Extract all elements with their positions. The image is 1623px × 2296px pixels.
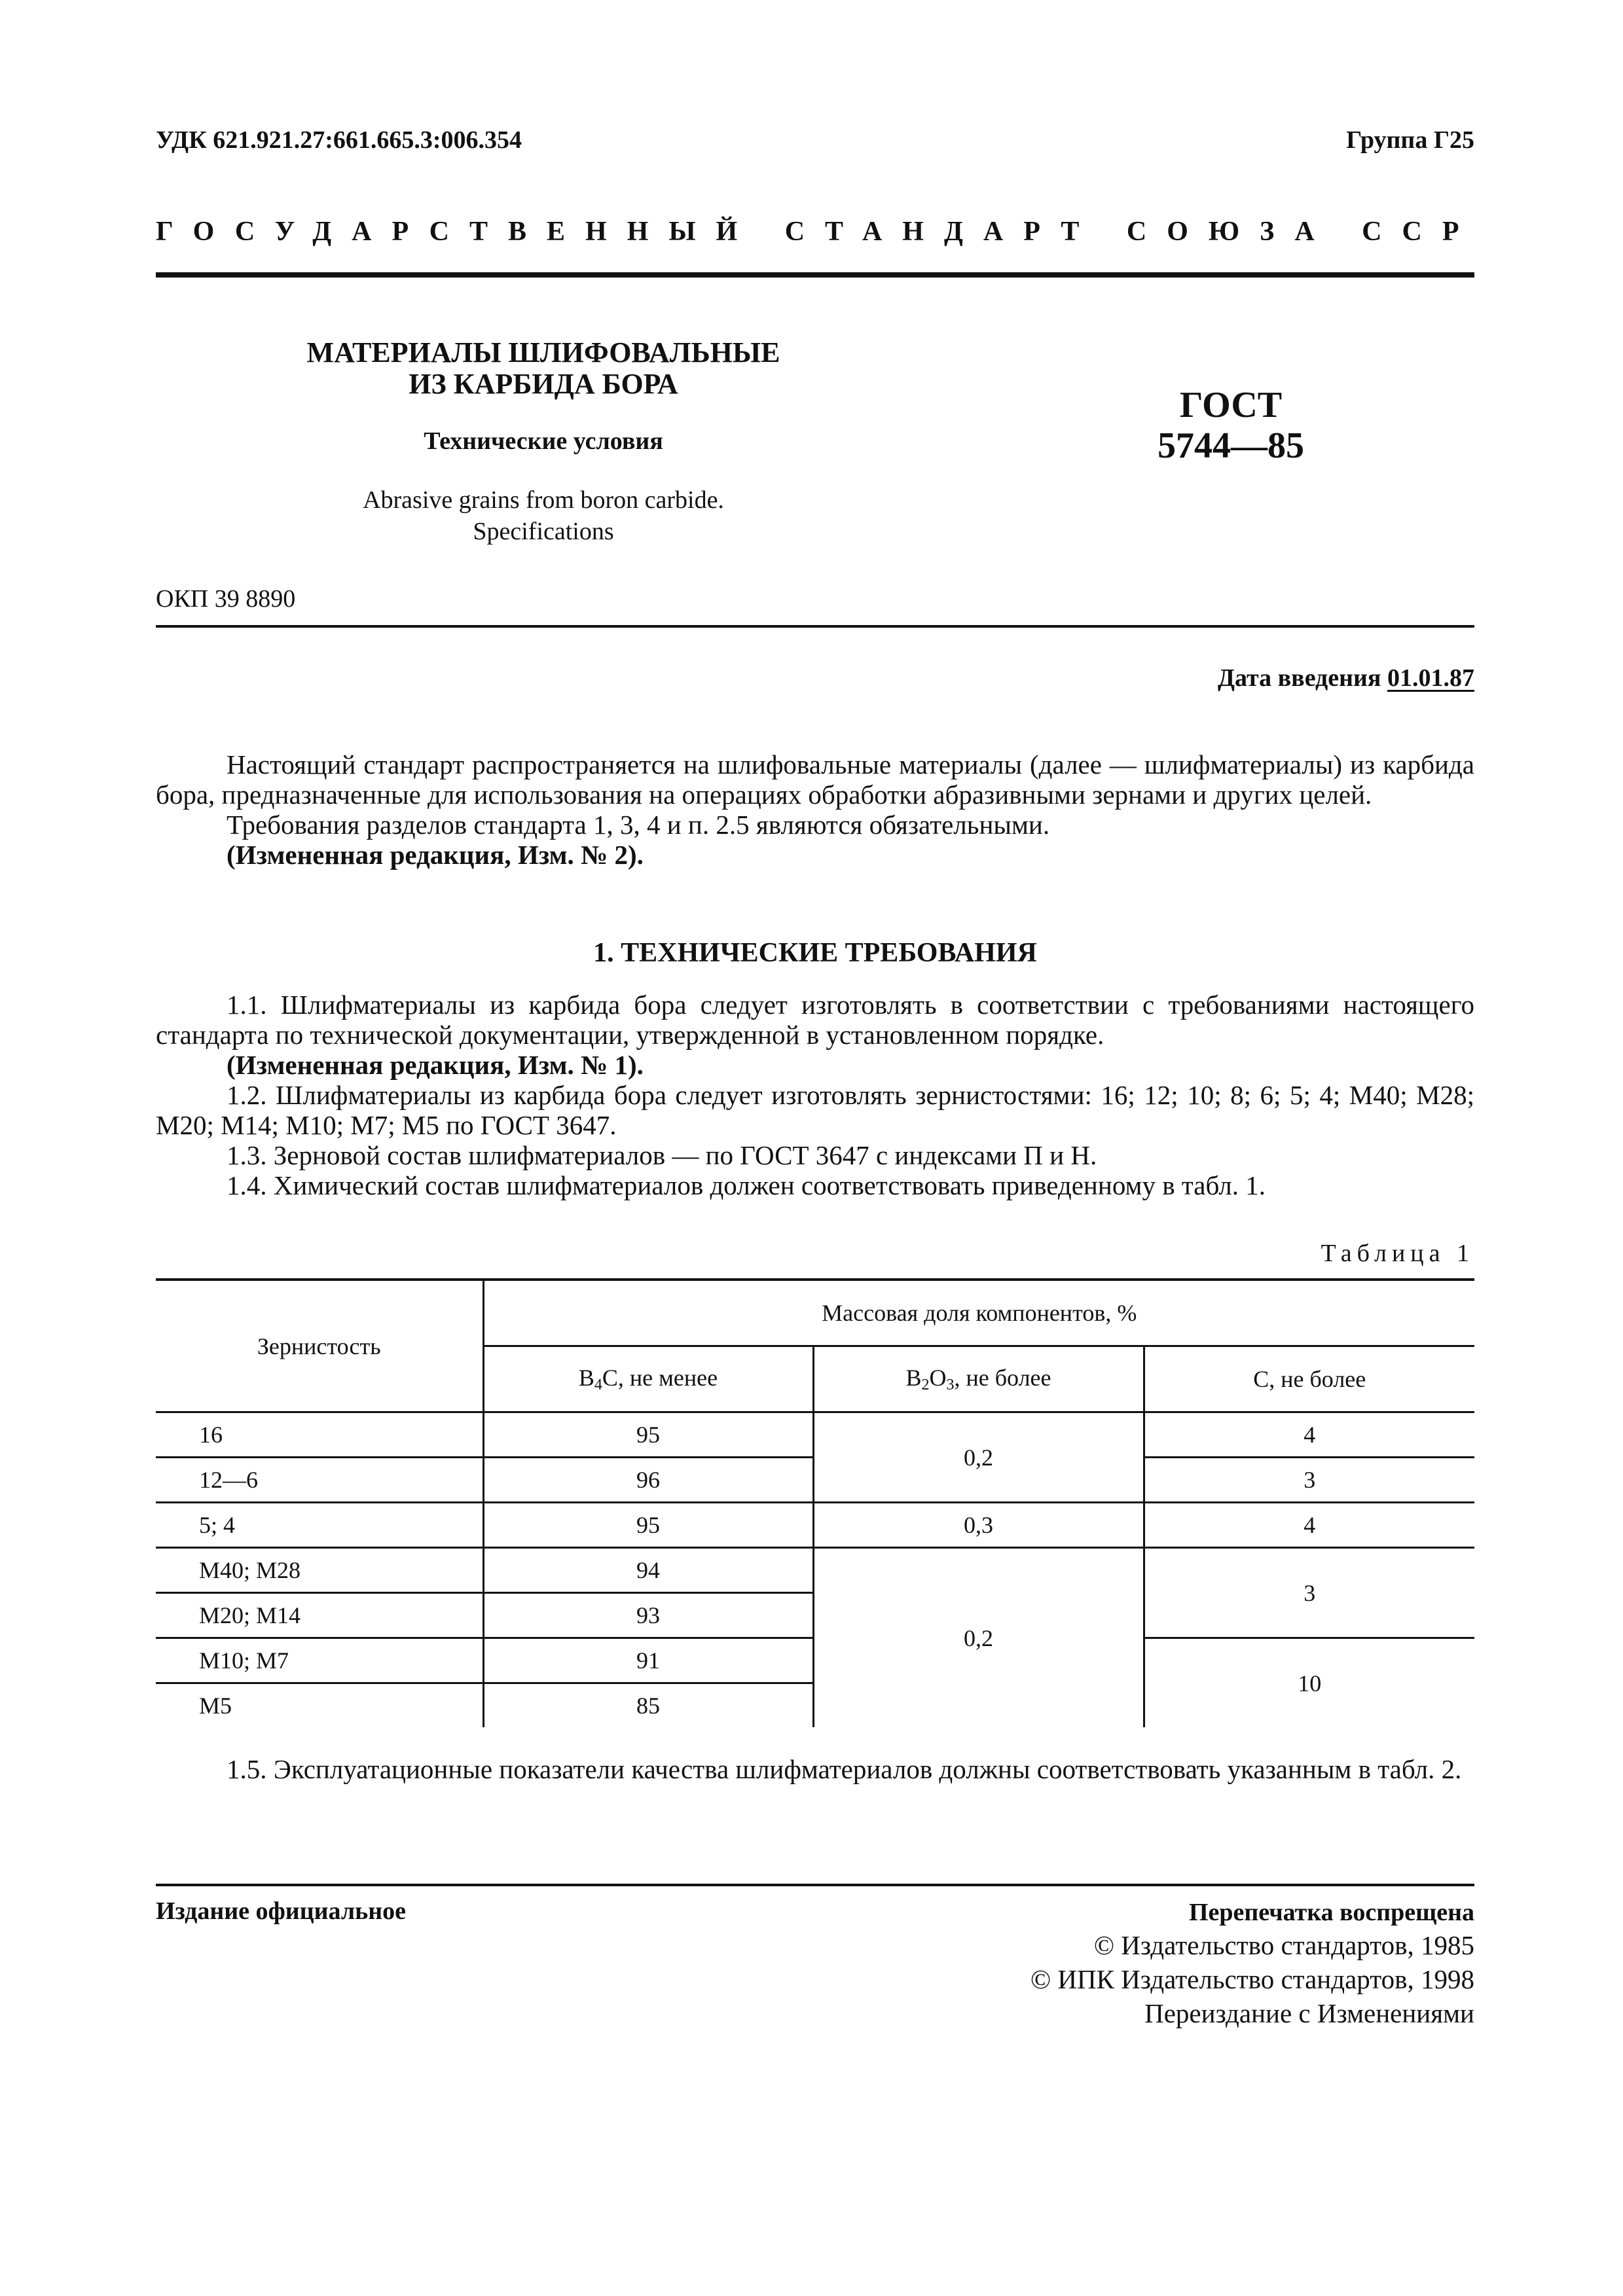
b4c-cell: 96 bbox=[483, 1458, 813, 1503]
clause-1-2: 1.2. Шлифматериалы из карбида бора следует изготовлять зернистостями: 16; 12; 10; 8; 6; 5; 4; М40; М28; М20; М14; М10; М7; М5 по ГОСТ 3647. bbox=[156, 1080, 1474, 1140]
gost-label: ГОСТ bbox=[1179, 385, 1283, 425]
carbon-cell: 4 bbox=[1144, 1503, 1474, 1548]
header-grain: Зернистость bbox=[156, 1280, 483, 1412]
gost-code: 5744—85 bbox=[1158, 425, 1304, 466]
header-carbon: C, не более bbox=[1144, 1346, 1474, 1412]
udk-code: УДК 621.921.27:661.665.3:006.354 bbox=[156, 126, 522, 154]
table-header-row bbox=[156, 1280, 1474, 1346]
b2o3-cell: 0,2 bbox=[813, 1412, 1144, 1503]
banner-rule bbox=[156, 272, 1474, 278]
english-title bbox=[196, 484, 890, 547]
copyright-1985: © Издательство стандартов, 1985 bbox=[1093, 1930, 1474, 1960]
copyright-1998: © ИПК Издательство стандартов, 1998 bbox=[1030, 1964, 1474, 1994]
table-row bbox=[156, 1548, 1474, 1593]
table-caption: Таблица 1 bbox=[1321, 1240, 1474, 1267]
grain-cell: М10; М7 bbox=[156, 1638, 483, 1683]
clause-1-3: 1.3. Зерновой состав шлифматериалов — по ГОСТ 3647 с индексами П и Н. bbox=[227, 1140, 1097, 1170]
table-row bbox=[156, 1503, 1474, 1548]
b2o3-cell: 0,3 bbox=[813, 1503, 1144, 1548]
title-line-1: МАТЕРИАЛЫ ШЛИФОВАЛЬНЫЕ bbox=[306, 336, 780, 368]
table-row bbox=[156, 1412, 1474, 1458]
footer-rule bbox=[156, 1884, 1474, 1886]
publisher-notes bbox=[1030, 1897, 1474, 2030]
grain-cell: 12—6 bbox=[156, 1458, 483, 1503]
intro-amendment-note: (Измененная редакция, Изм. № 2). bbox=[227, 840, 644, 870]
b4c-cell: 85 bbox=[483, 1683, 813, 1728]
english-title-line-2: Specifications bbox=[473, 518, 614, 545]
chemical-composition-table bbox=[156, 1278, 1474, 1727]
b4c-cell: 95 bbox=[483, 1412, 813, 1458]
intro-paragraph-2: Требования разделов стандарта 1, 3, 4 и п. 2.5 являются обязательными. bbox=[227, 810, 1050, 840]
b4c-cell: 94 bbox=[483, 1548, 813, 1593]
introduction-date-value: 01.01.87 bbox=[1387, 664, 1474, 692]
carbon-cell: 3 bbox=[1144, 1458, 1474, 1503]
carbon-cell: 3 bbox=[1144, 1548, 1474, 1638]
b4c-cell: 93 bbox=[483, 1593, 813, 1638]
section-1-text bbox=[156, 990, 1474, 1200]
title-line-2: ИЗ КАРБИДА БОРА bbox=[409, 368, 678, 400]
section-1-text-continued bbox=[156, 1754, 1474, 1784]
grain-cell: М5 bbox=[156, 1683, 483, 1728]
b2o3-cell: 0,2 bbox=[813, 1548, 1144, 1728]
clause-1-4: 1.4. Химический состав шлифматериалов должен соответствовать приведенному в табл. 1. bbox=[227, 1170, 1266, 1200]
carbon-cell: 4 bbox=[1144, 1412, 1474, 1458]
english-title-line-1: Abrasive grains from boron carbide. bbox=[363, 486, 724, 514]
document-title bbox=[196, 337, 890, 400]
grain-cell: М20; М14 bbox=[156, 1593, 483, 1638]
b4c-cell: 91 bbox=[483, 1638, 813, 1683]
header-mass-fraction: Массовая доля компонентов, % bbox=[483, 1280, 1474, 1346]
header-b2o3: $B_2O_3$, не более bbox=[813, 1346, 1144, 1412]
grain-cell: 16 bbox=[156, 1412, 483, 1458]
standard-banner: ГОСУДАРСТВЕННЫЙ СТАНДАРТ СОЮЗА ССР bbox=[156, 217, 1480, 247]
section-title: 1. ТЕХНИЧЕСКИЕ ТРЕБОВАНИЯ bbox=[593, 938, 1037, 968]
official-edition: Издание официальное bbox=[156, 1897, 407, 1925]
clause-1-1-amendment: (Измененная редакция, Изм. № 1). bbox=[227, 1050, 644, 1080]
header-b4c: $B_4C$, не менее bbox=[483, 1346, 813, 1412]
intro-text bbox=[156, 749, 1474, 870]
okp-code: ОКП 39 8890 bbox=[156, 585, 296, 613]
clause-1-1: 1.1. Шлифматериалы из карбида бора следует изготовлять в соответствии с требованиями настоящего стандарта по технической документации, утвержденной в установленном порядке. bbox=[156, 990, 1474, 1050]
reprint-prohibited: Перепечатка воспрещена bbox=[1188, 1899, 1474, 1926]
group-code: Группа Г25 bbox=[1346, 126, 1474, 154]
clause-1-5: 1.5. Эксплуатационные показатели качества шлифматериалов должны соответствовать указанным в табл. 2. bbox=[227, 1754, 1462, 1784]
introduction-date-label: Дата введения bbox=[1217, 664, 1381, 692]
carbon-cell: 10 bbox=[1144, 1638, 1474, 1728]
gost-number bbox=[1087, 385, 1375, 466]
title-rule bbox=[156, 625, 1474, 628]
grain-cell: М40; М28 bbox=[156, 1548, 483, 1593]
b4c-cell: 95 bbox=[483, 1503, 813, 1548]
intro-paragraph-1: Настоящий стандарт распространяется на шлифовальные материалы (далее — шлифматериалы) из карбида бора, предназначенные для использования на операциях обработки абразивными зернами и других целей. bbox=[156, 749, 1474, 810]
reissue-note: Переиздание с Изменениями bbox=[1144, 1998, 1474, 2028]
introduction-date bbox=[1218, 664, 1474, 692]
grain-cell: 5; 4 bbox=[156, 1503, 483, 1548]
document-subtitle: Технические условия bbox=[424, 427, 663, 455]
